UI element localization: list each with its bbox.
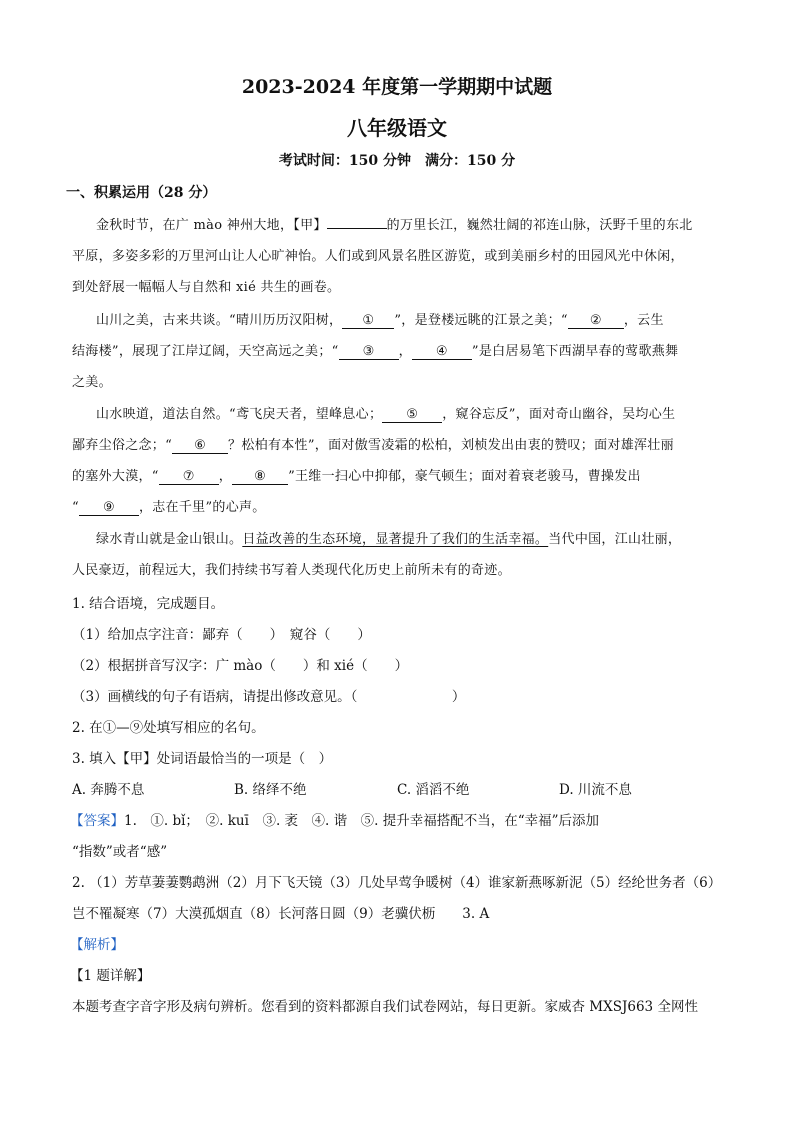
option-b: B. 络绎不绝 [234,782,307,798]
answer-line: 【答案】1. ①. bǐ； ②. kuī ③. 袤 ④. 谐 ⑤. 提升幸福搭配不当，在“幸福”后添加 [70,813,599,829]
exam-title: 2023-2024 年度第一学期期中试题 [241,76,553,98]
detail-heading: 【1 题详解】 [70,968,151,984]
answer-label: 【答案】 [70,813,124,829]
detail-text: 本题考查字音字形及病句辨析。您看到的资料都源自我们试卷网站，每日更新。家威杏 MXSJ663 全网性 [72,999,698,1015]
option-d: D. 川流不息 [559,782,632,798]
passage-line: 绿水青山就是金山银山。日益改善的生态环境，显著提升了我们的生活幸福。当代中国，江山壮丽， [96,532,682,547]
analysis-label: 【解析】 [70,937,124,953]
question-3: 3. 填入【甲】处词语最恰当的一项是（ ） [72,751,333,767]
passage-line: 的塞外大漠，“ ⑦ ， ⑧ ”王维一扫心中抑郁，豪气顿生；面对着衰老骏马，曹操发出 [72,469,641,484]
question-1-2: （2）根据拼音写汉字：广 mào（ ）和 xié（ ） [72,658,409,674]
option-a: A. 奔腾不息 [72,782,145,798]
question-1-3: （3）画横线的句子有语病，请提出修改意见。（ ） [72,689,466,705]
exam-subject: 八年级语文 [347,116,447,140]
passage-line: 山水映道，道法自然。“鸢飞戾天者，望峰息心； ⑤ ，窥谷忘反”，面对奇山幽谷，吴均心生 [96,407,676,422]
underlined-sentence: 日益改善的生态环境，显著提升了我们的生活幸福。 [242,532,549,547]
answer-line: 2. （1）芳草萋萋鹦鹉洲（2）月下飞天镜（3）几处早莺争暖树（4）谁家新燕啄新泥（5）经纶世务者（6） [72,875,722,891]
section-heading: 一、积累运用（28 分） [66,185,217,201]
passage-line: 结海楼”，展现了江岸辽阔，天空高远之美；“ ③ ， ④ ”是白居易笔下西湖早春的莺歌燕舞 [72,344,679,359]
answer-line: “指数”或者“感” [72,844,168,860]
passage-line: 金秋时节，在广 mào 神州大地，【甲】 的万里长江，巍然壮阔的祁连山脉，沃野千里的东北 [96,218,693,233]
exam-meta: 考试时间：150 分钟 满分：150 分 [278,153,516,169]
passage-line: 平原，多姿多彩的万里河山让人心旷神怡。人们或到风景名胜区游览，或到美丽乡村的田园风光中休闲， [72,249,684,264]
passage-line: 到处舒展一幅幅人与自然和 xié 共生的画卷。 [72,280,341,295]
question-1: 1. 结合语境，完成题目。 [72,596,225,612]
option-c: C. 滔滔不绝 [397,782,470,798]
passage-line: “ ⑨ ，志在千里”的心声。 [72,500,266,515]
passage-line: 山川之美，古来共谈。“晴川历历汉阳树， ① ”，是登楼远眺的江景之美；“ ② ，云生 [96,313,664,328]
question-1-1: （1）给加点字注音：鄙弃（ ） 窥谷（ ） [72,627,371,643]
passage-line: 之美。 [72,375,112,390]
passage-line: 鄙弃尘俗之念；“ ⑥ ？松柏有本性”，面对傲雪凌霜的松柏，刘桢发出由衷的赞叹；面对雄浑壮丽 [72,438,674,453]
question-2: 2. 在①—⑨处填写相应的名句。 [72,720,265,736]
answer-line: 岂不罹凝寒（7）大漠孤烟直（8）长河落日圆（9）老骥伏枥 3. A [72,906,490,922]
passage-line: 人民豪迈，前程远大，我们持续书写着人类现代化历史上前所未有的奇迹。 [72,563,511,578]
